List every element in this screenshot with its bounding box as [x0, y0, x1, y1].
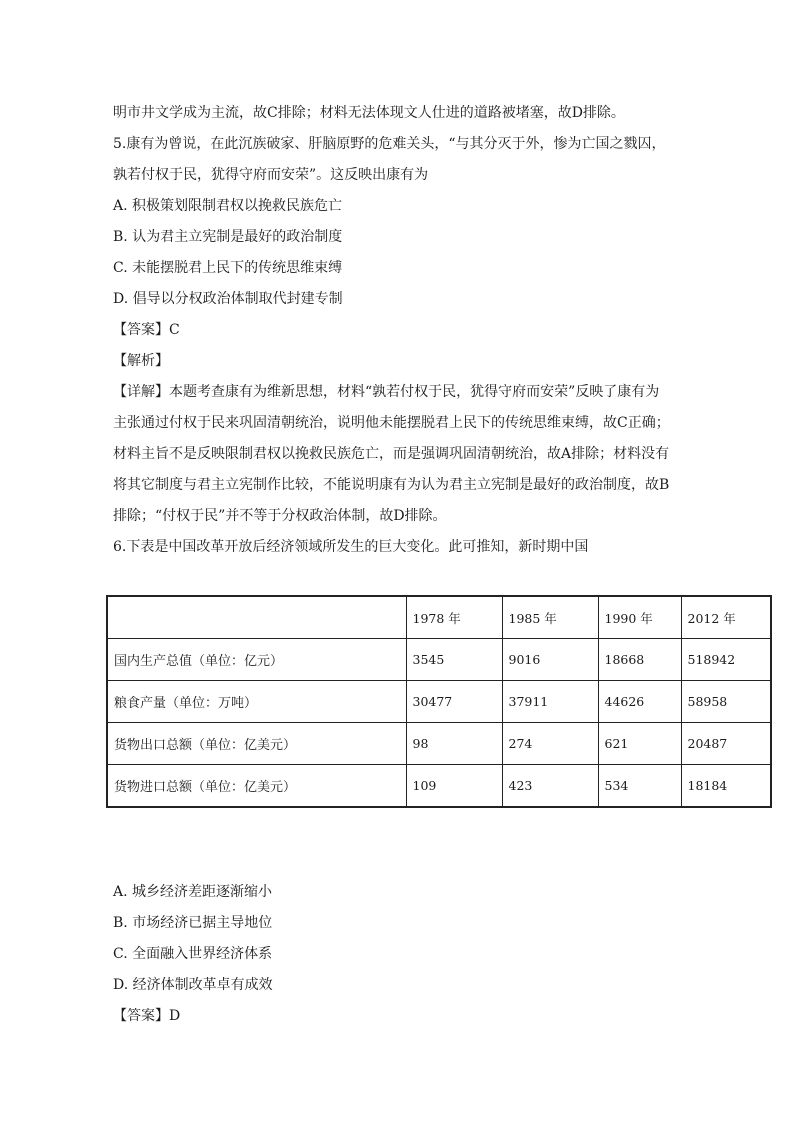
table-cell: 274 [502, 723, 598, 765]
table-cell: 518942 [681, 639, 771, 681]
analysis-label: 【解析】 [113, 353, 169, 369]
question-6-option-c: C. 全面融入世界经济体系 [113, 946, 273, 962]
table-row [107, 681, 771, 723]
question-5-stem: 5.康有为曾说，在此沉族破家、肝脑原野的危难关头，“与其分灭于外，惨为亡国之戮囚， [113, 136, 666, 152]
explanation-line: 材料主旨不是反映限制君权以挽救民族危亡，而是强调巩固清朝统治，故A排除；材料没有 [113, 446, 670, 462]
row-label: 粮食产量（单位：万吨） [107, 681, 406, 723]
question-6-option-b: B. 市场经济已据主导地位 [113, 915, 273, 931]
table-cell: 30477 [406, 681, 502, 723]
table-cell: 98 [406, 723, 502, 765]
paragraph-line: 明市井文学成为主流，故C排除；材料无法体现文人仕进的道路被堵塞，故D排除。 [113, 105, 625, 121]
table-cell: 18668 [598, 639, 681, 681]
table-header-cell: 1985 年 [502, 596, 598, 639]
table-header-cell: 2012 年 [681, 596, 771, 639]
table-row [107, 723, 771, 765]
explanation-line: 排除；“付权于民”并不等于分权政治体制，故D排除。 [113, 508, 447, 524]
table-row [107, 765, 771, 808]
explanation-line: 将其它制度与君主立宪制作比较，不能说明康有为认为君主立宪制是最好的政治制度，故B [113, 477, 670, 493]
question-6-option-d: D. 经济体制改革卓有成效 [113, 977, 273, 993]
economic-data-table [106, 595, 772, 808]
row-label: 货物进口总额（单位：亿美元） [107, 765, 406, 808]
table-header-cell: 1990 年 [598, 596, 681, 639]
table-cell: 37911 [502, 681, 598, 723]
table-cell: 621 [598, 723, 681, 765]
row-label: 货物出口总额（单位：亿美元） [107, 723, 406, 765]
question-5-option-a: A. 积极策划限制君权以挽救民族危亡 [113, 198, 343, 214]
explanation-line: 【详解】本题考查康有为维新思想，材料“孰若付权于民，犹得守府而安荣”反映了康有为 [113, 384, 660, 400]
table-row [107, 639, 771, 681]
table-cell: 534 [598, 765, 681, 808]
table-cell: 18184 [681, 765, 771, 808]
table-cell: 20487 [681, 723, 771, 765]
table-cell: 44626 [598, 681, 681, 723]
question-5-option-c: C. 未能摆脱君上民下的传统思维束缚 [113, 260, 343, 276]
question-5-option-b: B. 认为君主立宪制是最好的政治制度 [113, 229, 343, 245]
explanation-line: 主张通过付权于民来巩固清朝统治，说明他未能摆脱君上民下的传统思维束缚，故C正确； [113, 415, 670, 431]
answer-label: 【答案】D [113, 1008, 181, 1024]
answer-label: 【答案】C [113, 322, 180, 338]
table-cell: 9016 [502, 639, 598, 681]
table-cell: 58958 [681, 681, 771, 723]
table-cell: 109 [406, 765, 502, 808]
row-label: 国内生产总值（单位：亿元） [107, 639, 406, 681]
table-cell: 423 [502, 765, 598, 808]
table-header-row [107, 596, 771, 639]
table-header-cell [107, 596, 406, 639]
question-6-option-a: A. 城乡经济差距逐渐缩小 [113, 884, 273, 900]
table-cell: 3545 [406, 639, 502, 681]
question-6-stem: 6.下表是中国改革开放后经济领域所发生的巨大变化。此可推知，新时期中国 [113, 539, 589, 555]
question-5-stem: 孰若付权于民，犹得守府而安荣”。这反映出康有为 [113, 167, 429, 183]
question-5-option-d: D. 倡导以分权政治体制取代封建专制 [113, 291, 343, 307]
table-header-cell: 1978 年 [406, 596, 502, 639]
